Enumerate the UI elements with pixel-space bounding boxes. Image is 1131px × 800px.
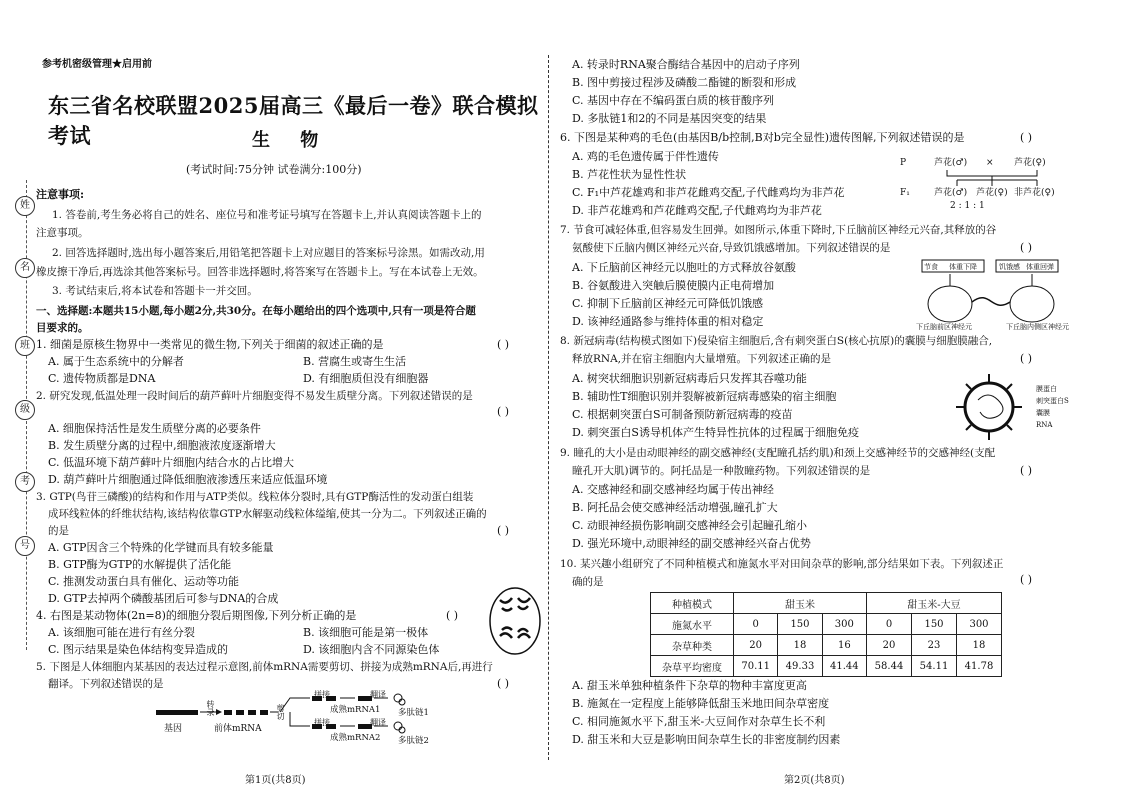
binding-char: 级	[15, 400, 35, 420]
page-footer: 第1页(共8页)	[245, 775, 306, 786]
figure-label-translate: 翻译	[370, 718, 386, 727]
option-b: B. 该细胞可能是第一极体	[303, 626, 429, 639]
option-c: C. 抑制下丘脑前区神经元可降低饥饿感	[572, 297, 764, 310]
table-cell: 70.11	[734, 656, 778, 677]
cross-label-p: P	[900, 158, 907, 168]
weed-data-table	[650, 592, 1002, 677]
cross-label-f1: F₁	[900, 188, 910, 198]
option-c: C. 根据刺突蛋白S可制备预防新冠病毒的疫苗	[572, 408, 793, 421]
question-8-stem: 8. 新冠病毒(结构模式图如下)侵染宿主细胞后,含有刺突蛋白S(核心抗原)的囊膜与细胞膜融合,	[560, 335, 993, 347]
f1-phenotype: 芦花(♀)	[976, 188, 1008, 198]
option-a: A. 属于生态系统中的分解者	[48, 355, 184, 368]
question-6-stem: 6. 下图是某种鸡的毛色(由基因B/b控制,B对b完全显性)遗传图解,下列叙述错误的是	[560, 131, 965, 144]
figure-label-medial: 下丘脑内侧区神经元	[1006, 323, 1069, 331]
answer-paren: ( )	[1020, 464, 1033, 477]
question-4-stem: 4. 右图是某动物体(2n=8)的细胞分裂后期图像,下列分析正确的是	[36, 609, 357, 622]
figure-label-transcribe: 转录	[206, 700, 215, 716]
option-c: C. 基因中存在不编码蛋白质的核苷酸序列	[572, 94, 775, 107]
option-c: C. 低温环境下葫芦藓叶片细胞内结合水的占比增大	[48, 456, 295, 469]
option-b: B. 图中剪接过程涉及磷酸二酯键的断裂和形成	[572, 76, 797, 89]
option-a: A. 转录时RNA聚合酶结合基因中的启动子序列	[572, 58, 800, 71]
left-page	[0, 0, 548, 800]
exam-info: (考试时间:75分钟 试卷满分:100分)	[186, 163, 362, 176]
notice-title: 注意事项:	[36, 188, 85, 201]
table-cell: 23	[912, 635, 957, 656]
binding-char: 考	[15, 472, 35, 492]
section-heading: 目要求的。	[36, 322, 89, 334]
option-b: B. 发生质壁分离的过程中,细胞液浓度逐渐增大	[48, 439, 276, 452]
table-cell: 20	[734, 635, 778, 656]
table-cell: 0	[734, 614, 778, 635]
answer-paren: ( )	[1020, 352, 1033, 365]
answer-paren: ( )	[497, 338, 510, 351]
table-row	[651, 635, 1002, 656]
figure-label-pre-mrna: 前体mRNA	[214, 724, 262, 734]
answer-paren: ( )	[1020, 573, 1033, 586]
option-c: C. F₁中芦花雄鸡和非芦花雌鸡交配,子代雌鸡均为非芦花	[572, 186, 845, 199]
figure-box-label: 体重下降	[949, 263, 977, 271]
table-row	[651, 614, 1002, 635]
f1-ratio: 2 : 1 : 1	[950, 201, 985, 211]
option-d: D. 多肽链1和2的不同是基因突变的结果	[572, 112, 767, 125]
option-b: B. 营腐生或寄生生活	[303, 355, 407, 368]
option-d: D. 葫芦藓叶片细胞通过降低细胞液渗透压来适应低温环境	[48, 473, 328, 486]
question-9-stem: 9. 瞳孔的大小是由动眼神经的副交感神经(支配瞳孔括约肌)和颈上交感神经节的交感神经(支配	[560, 447, 996, 459]
cross-parent-female: 芦花(♀)	[1014, 158, 1046, 168]
exam-title: 东三省名校联盟2025届高三《最后一卷》联合模拟考试	[48, 93, 539, 148]
option-a: A. 细胞保持活性是发生质壁分离的必要条件	[48, 422, 261, 435]
notice-line: 2. 回答选择题时,选出每小题答案后,用铅笔把答题卡上对应题目的答案标号涂黑。如需改动,用	[52, 247, 485, 259]
question-9-stem: 瞳孔开大肌)调节的。阿托品是一种散瞳药物。下列叙述错误的是	[572, 465, 871, 477]
option-d: D. 该神经通路参与维持体重的相对稳定	[572, 315, 764, 328]
question-10-stem: 确的是	[572, 576, 604, 588]
option-d: D. GTP去掉两个磷酸基团后可参与DNA的合成	[48, 592, 279, 605]
question-7-stem: 氨酸使下丘脑内侧区神经元兴奋,导致饥饿感增加。下列叙述错误的是	[572, 242, 891, 254]
option-c: C. 相同施氮水平下,甜玉米-大豆间作对杂草生长不利	[572, 715, 826, 728]
option-d: D. 该细胞内含不同源染色体	[303, 643, 440, 656]
table-row	[651, 656, 1002, 677]
question-5-stem: 5. 下图是人体细胞内某基因的表达过程示意图,前体mRNA需要剪切、拼接为成熟mRNA后,再进行	[36, 661, 493, 673]
figure-label-anterior: 下丘脑前区神经元	[916, 323, 972, 331]
table-cell: 18	[778, 635, 822, 656]
table-cell: 施氮水平	[651, 614, 734, 635]
table-cell: 18	[957, 635, 1002, 656]
table-cell: 300	[822, 614, 866, 635]
cross-lines	[927, 168, 1077, 188]
notice-line: 3. 考试结束后,将本试卷和答题卡一并交回。	[52, 285, 258, 297]
table-cell: 58.44	[867, 656, 912, 677]
answer-paren: ( )	[497, 405, 510, 418]
option-a: A. GTP因含三个特殊的化学键而具有较多能量	[48, 541, 274, 554]
figure-label-mature-mrna: 成熟mRNA2	[330, 733, 381, 743]
table-cell: 41.78	[957, 656, 1002, 677]
table-cell: 0	[867, 614, 912, 635]
figure-label-splice: 剪切	[276, 704, 285, 720]
notice-line: 注意事项。	[36, 227, 89, 239]
table-cell: 150	[778, 614, 822, 635]
cross-parent-male: 芦花(♂)	[934, 158, 968, 168]
figure-box-label: 体重回弹	[1026, 263, 1054, 271]
question-10-stem: 10. 某兴趣小组研究了不同种植模式和施氮水平对田间杂草的影响,部分结果如下表。下列叙述正	[560, 558, 1004, 570]
question-1-stem: 1. 细菌是原核生物界中一类常见的微生物,下列关于细菌的叙述正确的是	[36, 338, 384, 351]
option-a: A. 树突状细胞识别新冠病毒后只发挥其吞噬功能	[572, 372, 807, 385]
page-divider	[548, 55, 549, 760]
figure-label-join: 拼接	[314, 690, 330, 699]
option-d: D. 甜玉米和大豆是影响田间杂草生长的非密度制约因素	[572, 733, 841, 746]
virus-label: 刺突蛋白S	[1036, 397, 1069, 405]
option-c: C. 遗传物质都是DNA	[48, 372, 156, 385]
table-cell: 300	[957, 614, 1002, 635]
f1-phenotype: 芦花(♂)	[934, 188, 968, 198]
option-d: D. 刺突蛋白S诱导机体产生特异性抗体的过程属于细胞免疫	[572, 426, 859, 439]
virus-label: RNA	[1036, 421, 1053, 429]
question-3-stem: 的是	[48, 525, 69, 537]
option-a: A. 鸡的毛色遗传属于伴性遗传	[572, 150, 719, 163]
option-a: A. 甜玉米单独种植条件下杂草的物种丰富度更高	[572, 679, 807, 692]
figure-label-gene: 基因	[164, 724, 183, 734]
table-group-header: 甜玉米-大豆	[867, 593, 1002, 614]
option-b: B. 施氮在一定程度上能够降低甜玉米地田间杂草密度	[572, 697, 830, 710]
answer-paren: ( )	[497, 524, 510, 537]
f1-phenotype: 非芦花(♀)	[1014, 188, 1055, 198]
subject-title: 生 物	[252, 130, 331, 151]
figure-label-peptide: 多肽链1	[398, 708, 429, 718]
option-d: D. 强光环境中,动眼神经的副交感神经兴奋占优势	[572, 537, 811, 550]
binding-char: 姓	[15, 196, 35, 216]
table-cell: 20	[867, 635, 912, 656]
answer-paren: ( )	[1020, 131, 1033, 144]
figure-box-label: 节食	[924, 263, 938, 271]
figure-box-label: 饥饿感	[999, 263, 1020, 271]
option-d: D. 有细胞质但没有细胞器	[303, 372, 429, 385]
table-cell: 41.44	[822, 656, 866, 677]
answer-paren: ( )	[497, 677, 510, 690]
table-header-cell: 种植模式	[651, 593, 734, 614]
option-b: B. 谷氨酸进入突触后膜使膜内正电荷增加	[572, 279, 775, 292]
question-5-stem: 翻译。下列叙述错误的是	[48, 678, 164, 690]
question-3-stem: 3. GTP(鸟苷三磷酸)的结构和作用与ATP类似。线粒体分裂时,具有GTP酶活性的发动蛋白组装	[36, 491, 474, 503]
figure-label-mature-mrna: 成熟mRNA1	[330, 705, 381, 715]
cell-division-figure	[488, 586, 543, 656]
question-7-stem: 7. 节食可减轻体重,但容易发生回弹。如图所示,体重下降时,下丘脑前区神经元兴奋,其释放的谷	[560, 224, 997, 236]
table-cell: 49.33	[778, 656, 822, 677]
option-a: A. 该细胞可能在进行有丝分裂	[48, 626, 195, 639]
option-b: B. 芦花性状为显性性状	[572, 168, 687, 181]
virus-label: 囊膜	[1036, 409, 1050, 417]
option-c: C. 图示结果是染色体结构变异造成的	[48, 643, 229, 656]
notice-line: 1. 答卷前,考生务必将自己的姓名、座位号和准考证号填写在答题卡上,并认真阅读答题卡上的	[52, 209, 482, 221]
table-cell: 杂草平均密度	[651, 656, 734, 677]
option-a: A. 下丘脑前区神经元以胞吐的方式释放谷氨酸	[572, 261, 796, 274]
page-footer: 第2页(共8页)	[784, 775, 845, 786]
table-group-header: 甜玉米	[734, 593, 867, 614]
table-cell: 54.11	[912, 656, 957, 677]
option-c: C. 推测发动蛋白具有催化、运动等功能	[48, 575, 240, 588]
option-c: C. 动眼神经损伤影响副交感神经会引起瞳孔缩小	[572, 519, 808, 532]
table-cell: 16	[822, 635, 866, 656]
question-8-stem: 释放RNA,并在宿主细胞内大量增殖。下列叙述正确的是	[572, 353, 832, 365]
option-a: A. 交感神经和副交感神经均属于传出神经	[572, 483, 774, 496]
table-header-row	[651, 593, 1002, 614]
virus-structure-figure	[952, 370, 1026, 444]
table-cell: 杂草种类	[651, 635, 734, 656]
notice-line: 橡皮擦干净后,再选涂其他答案标号。回答非选择题时,将答案写在答题卡上。写在本试卷上无效。	[36, 266, 484, 278]
answer-paren: ( )	[446, 609, 459, 622]
option-b: B. GTP酶为GTP的水解提供了活化能	[48, 558, 232, 571]
question-2-stem: 2. 研究发现,低温处理一段时间后的葫芦藓叶片细胞变得不易发生质壁分离。下列叙述错误的是	[36, 390, 473, 402]
section-heading: 一、选择题:本题共15小题,每小题2分,共30分。在每小题给出的四个选项中,只有一项是符合题	[36, 305, 476, 317]
binding-char: 班	[15, 336, 35, 356]
answer-paren: ( )	[1020, 241, 1033, 254]
option-b: B. 阿托品会使交感神经活动增强,瞳孔扩大	[572, 501, 778, 514]
figure-label-translate: 翻译	[370, 690, 386, 699]
cross-symbol: ×	[986, 158, 994, 168]
figure-label-join: 拼接	[314, 718, 330, 727]
right-page	[552, 0, 1131, 800]
confidential-header: 参考机密级管理★启用前	[42, 59, 152, 70]
binding-char: 名	[15, 258, 35, 278]
option-b: B. 辅助性T细胞识别并裂解被新冠病毒感染的宿主细胞	[572, 390, 837, 403]
question-3-stem: 成环线粒体的纤维状结构,该结构依靠GTP水解驱动线粒体缢缩,使其一分为二。下列叙述正确的	[48, 508, 487, 520]
figure-label-peptide: 多肽链2	[398, 736, 429, 746]
virus-label: 膜蛋白	[1036, 385, 1057, 393]
table-cell: 150	[912, 614, 957, 635]
option-d: D. 非芦花雄鸡和芦花雌鸡交配,子代雌鸡均为非芦花	[572, 204, 822, 217]
binding-char: 号	[15, 536, 35, 556]
